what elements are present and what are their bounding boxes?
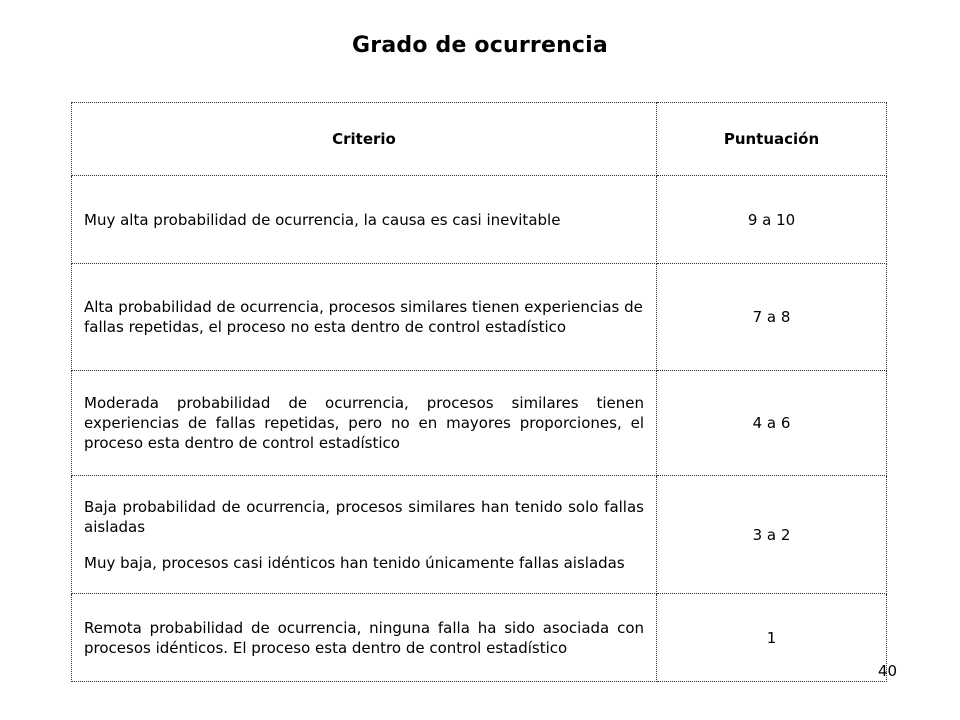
table-row	[72, 176, 887, 264]
criterio-cell	[72, 476, 657, 594]
puntuacion-cell: 9 a 10	[657, 176, 887, 264]
puntuacion-cell: 3 a 2	[657, 476, 887, 594]
table-row	[72, 594, 887, 682]
criterio-text: Muy alta probabilidad de ocurrencia, la causa es casi inevitable	[84, 210, 561, 229]
criterio-text: Alta probabilidad de ocurrencia, procesos similares tienen experiencias de fallas repetidas, el proceso no esta dentro de control estadístico	[84, 298, 643, 336]
page-number: 40	[878, 662, 898, 680]
criterio-cell	[72, 371, 657, 476]
puntuacion-cell: 1	[657, 594, 887, 682]
criterio-cell	[72, 264, 657, 371]
criterio-text: Moderada probabilidad de ocurrencia, procesos similares tienen experiencias de fallas repetidas, pero no en mayores proporciones, el proceso esta dentro de control estadístico	[84, 394, 644, 452]
table-row	[72, 264, 887, 371]
criterio-text: Baja probabilidad de ocurrencia, procesos similares han tenido solo fallas aisladas	[84, 497, 644, 536]
page-title: Grado de ocurrencia	[352, 33, 608, 58]
ocurrencia-table	[71, 102, 887, 682]
puntuacion-cell: 7 a 8	[657, 264, 887, 371]
criterio-text: Muy baja, procesos casi idénticos han tenido únicamente fallas aisladas	[84, 553, 625, 572]
criterio-cell	[72, 176, 657, 264]
criterio-cell	[72, 594, 657, 682]
criterio-text: Remota probabilidad de ocurrencia, ninguna falla ha sido asociada con procesos idénticos. El proceso esta dentro de control estadístico	[84, 618, 644, 657]
puntuacion-cell: 4 a 6	[657, 371, 887, 476]
table-row	[72, 371, 887, 476]
table-header-row	[72, 103, 887, 176]
column-header-criterio: Criterio	[72, 103, 657, 176]
table-row	[72, 476, 887, 594]
column-header-puntuacion: Puntuación	[657, 103, 887, 176]
